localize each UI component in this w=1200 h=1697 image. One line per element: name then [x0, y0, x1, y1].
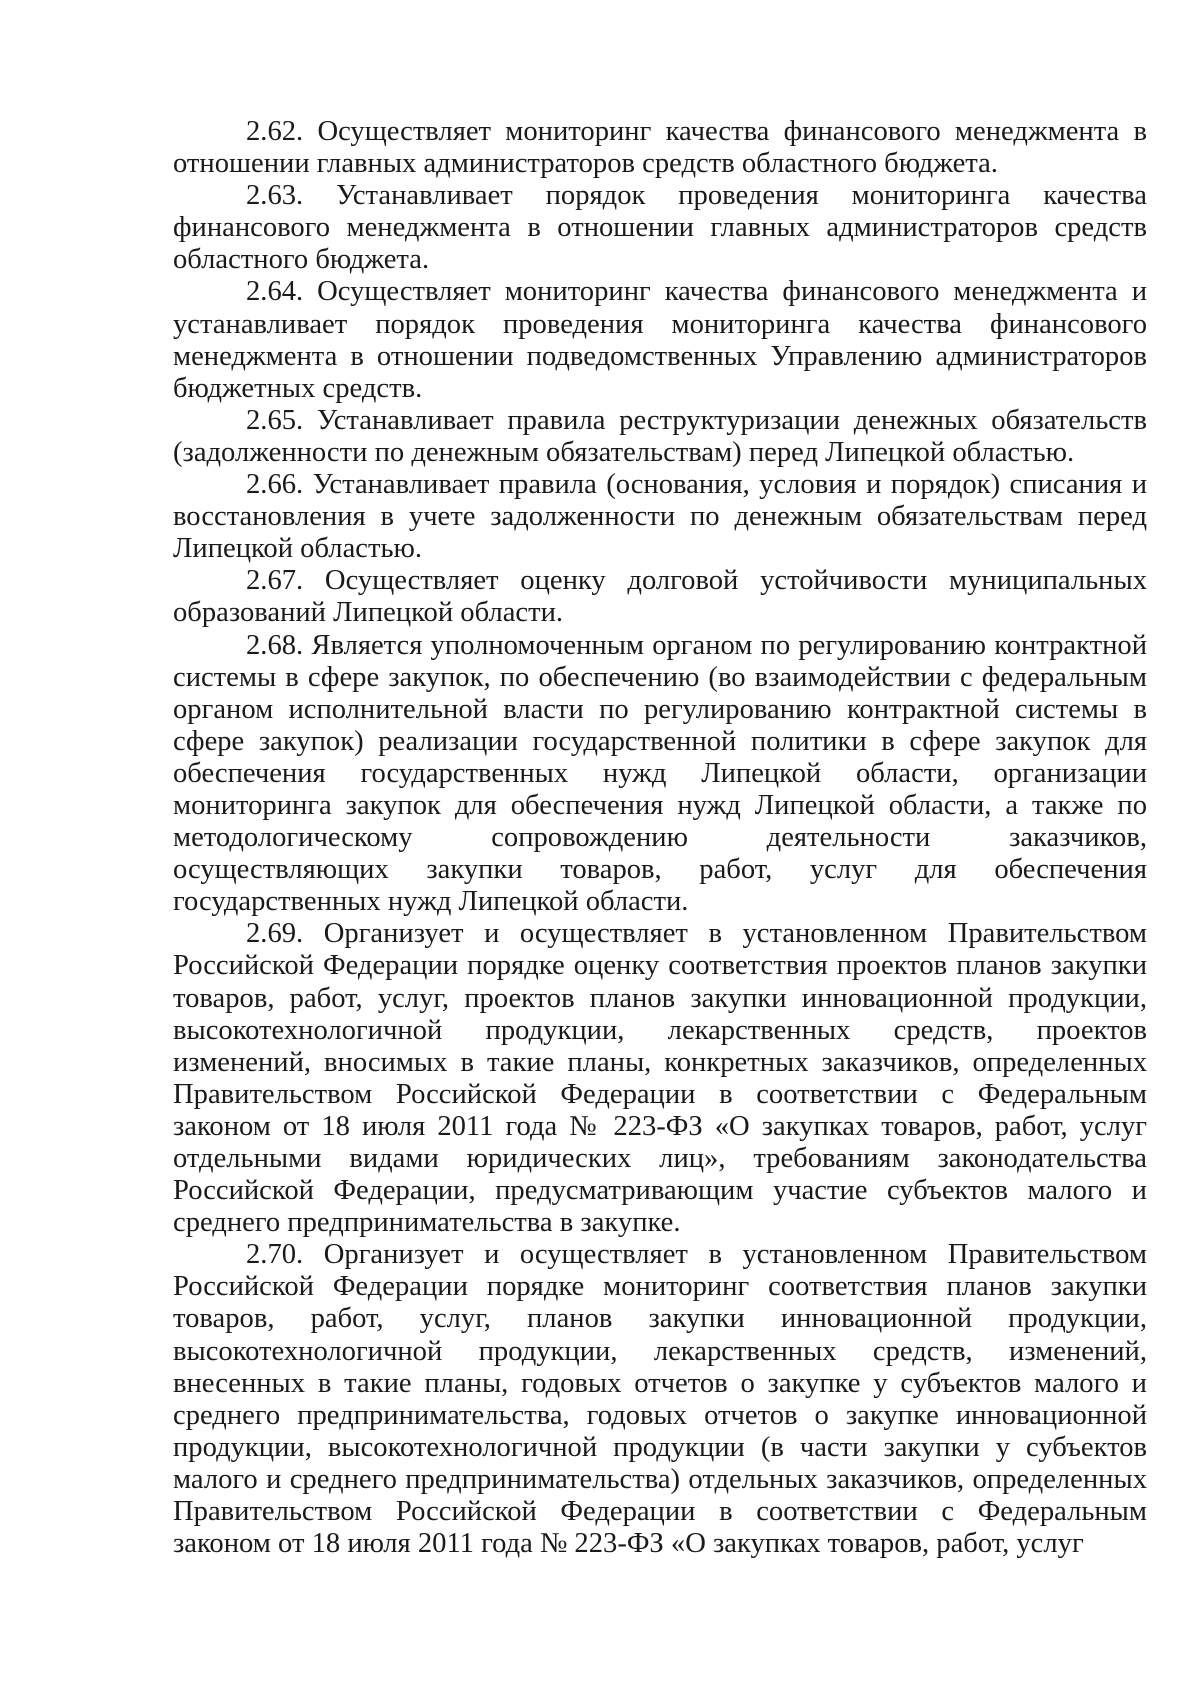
paragraph-2-63: 2.63. Устанавливает порядок проведения мониторинга качества финансового менеджмента в отношении главных администраторов средств областного бюджета.	[173, 180, 1147, 276]
paragraph-2-62: 2.62. Осуществляет мониторинг качества финансового менеджмента в отношении главных администраторов средств областного бюджета.	[173, 116, 1147, 180]
paragraph-2-67: 2.67. Осуществляет оценку долговой устойчивости муниципальных образований Липецкой области.	[173, 565, 1147, 629]
paragraph-2-66: 2.66. Устанавливает правила (основания, условия и порядок) списания и восстановления в учете задолженности по денежным обязательствам перед Липецкой областью.	[173, 469, 1147, 565]
paragraph-2-65: 2.65. Устанавливает правила реструктуризации денежных обязательств (задолженности по денежным обязательствам) перед Липецкой областью.	[173, 404, 1147, 468]
paragraph-2-70: 2.70. Организует и осуществляет в установленном Правительством Российской Федерации порядке мониторинг соответствия планов закупки товаров, работ, услуг, планов закупки инновационной продукции, высокотехнологичной продукции, лекарственных средств, изменений, внесенных в такие планы, годовых отчетов о закупке у субъектов малого и среднего предпринимательства, годовых отчетов о закупке инновационной продукции, высокотехнологичной продукции (в части закупки у субъектов малого и среднего предпринимательства) отдельных заказчиков, определенных Правительством Российской Федерации в соответствии с Федеральным законом от 18 июля 2011 года № 223-ФЗ «О закупках товаров, работ, услуг	[173, 1239, 1147, 1560]
paragraph-2-69: 2.69. Организует и осуществляет в установленном Правительством Российской Федерации порядке оценку соответствия проектов планов закупки товаров, работ, услуг, проектов планов закупки инновационной продукции, высокотехнологичной продукции, лекарственных средств, проектов изменений, вносимых в такие планы, конкретных заказчиков, определенных Правительством Российской Федерации в соответствии с Федеральным законом от 18 июля 2011 года № 223-ФЗ «О закупках товаров, работ, услуг отдельными видами юридических лиц», требованиям законодательства Российской Федерации, предусматривающим участие субъектов малого и среднего предпринимательства в закупке.	[173, 918, 1147, 1239]
paragraph-2-68: 2.68. Является уполномоченным органом по регулированию контрактной системы в сфере закупок, по обеспечению (во взаимодействии с федеральным органом исполнительной власти по регулированию контрактной системы в сфере закупок) реализации государственной политики в сфере закупок для обеспечения государственных нужд Липецкой области, организации мониторинга закупок для обеспечения нужд Липецкой области, а также по методологическому сопровождению деятельности заказчиков, осуществляющих закупки товаров, работ, услуг для обеспечения государственных нужд Липецкой области.	[173, 629, 1147, 918]
document-body	[173, 116, 1147, 1560]
paragraph-2-64: 2.64. Осуществляет мониторинг качества финансового менеджмента и устанавливает порядок проведения мониторинга качества финансового менеджмента в отношении подведомственных Управлению администраторов бюджетных средств.	[173, 276, 1147, 404]
